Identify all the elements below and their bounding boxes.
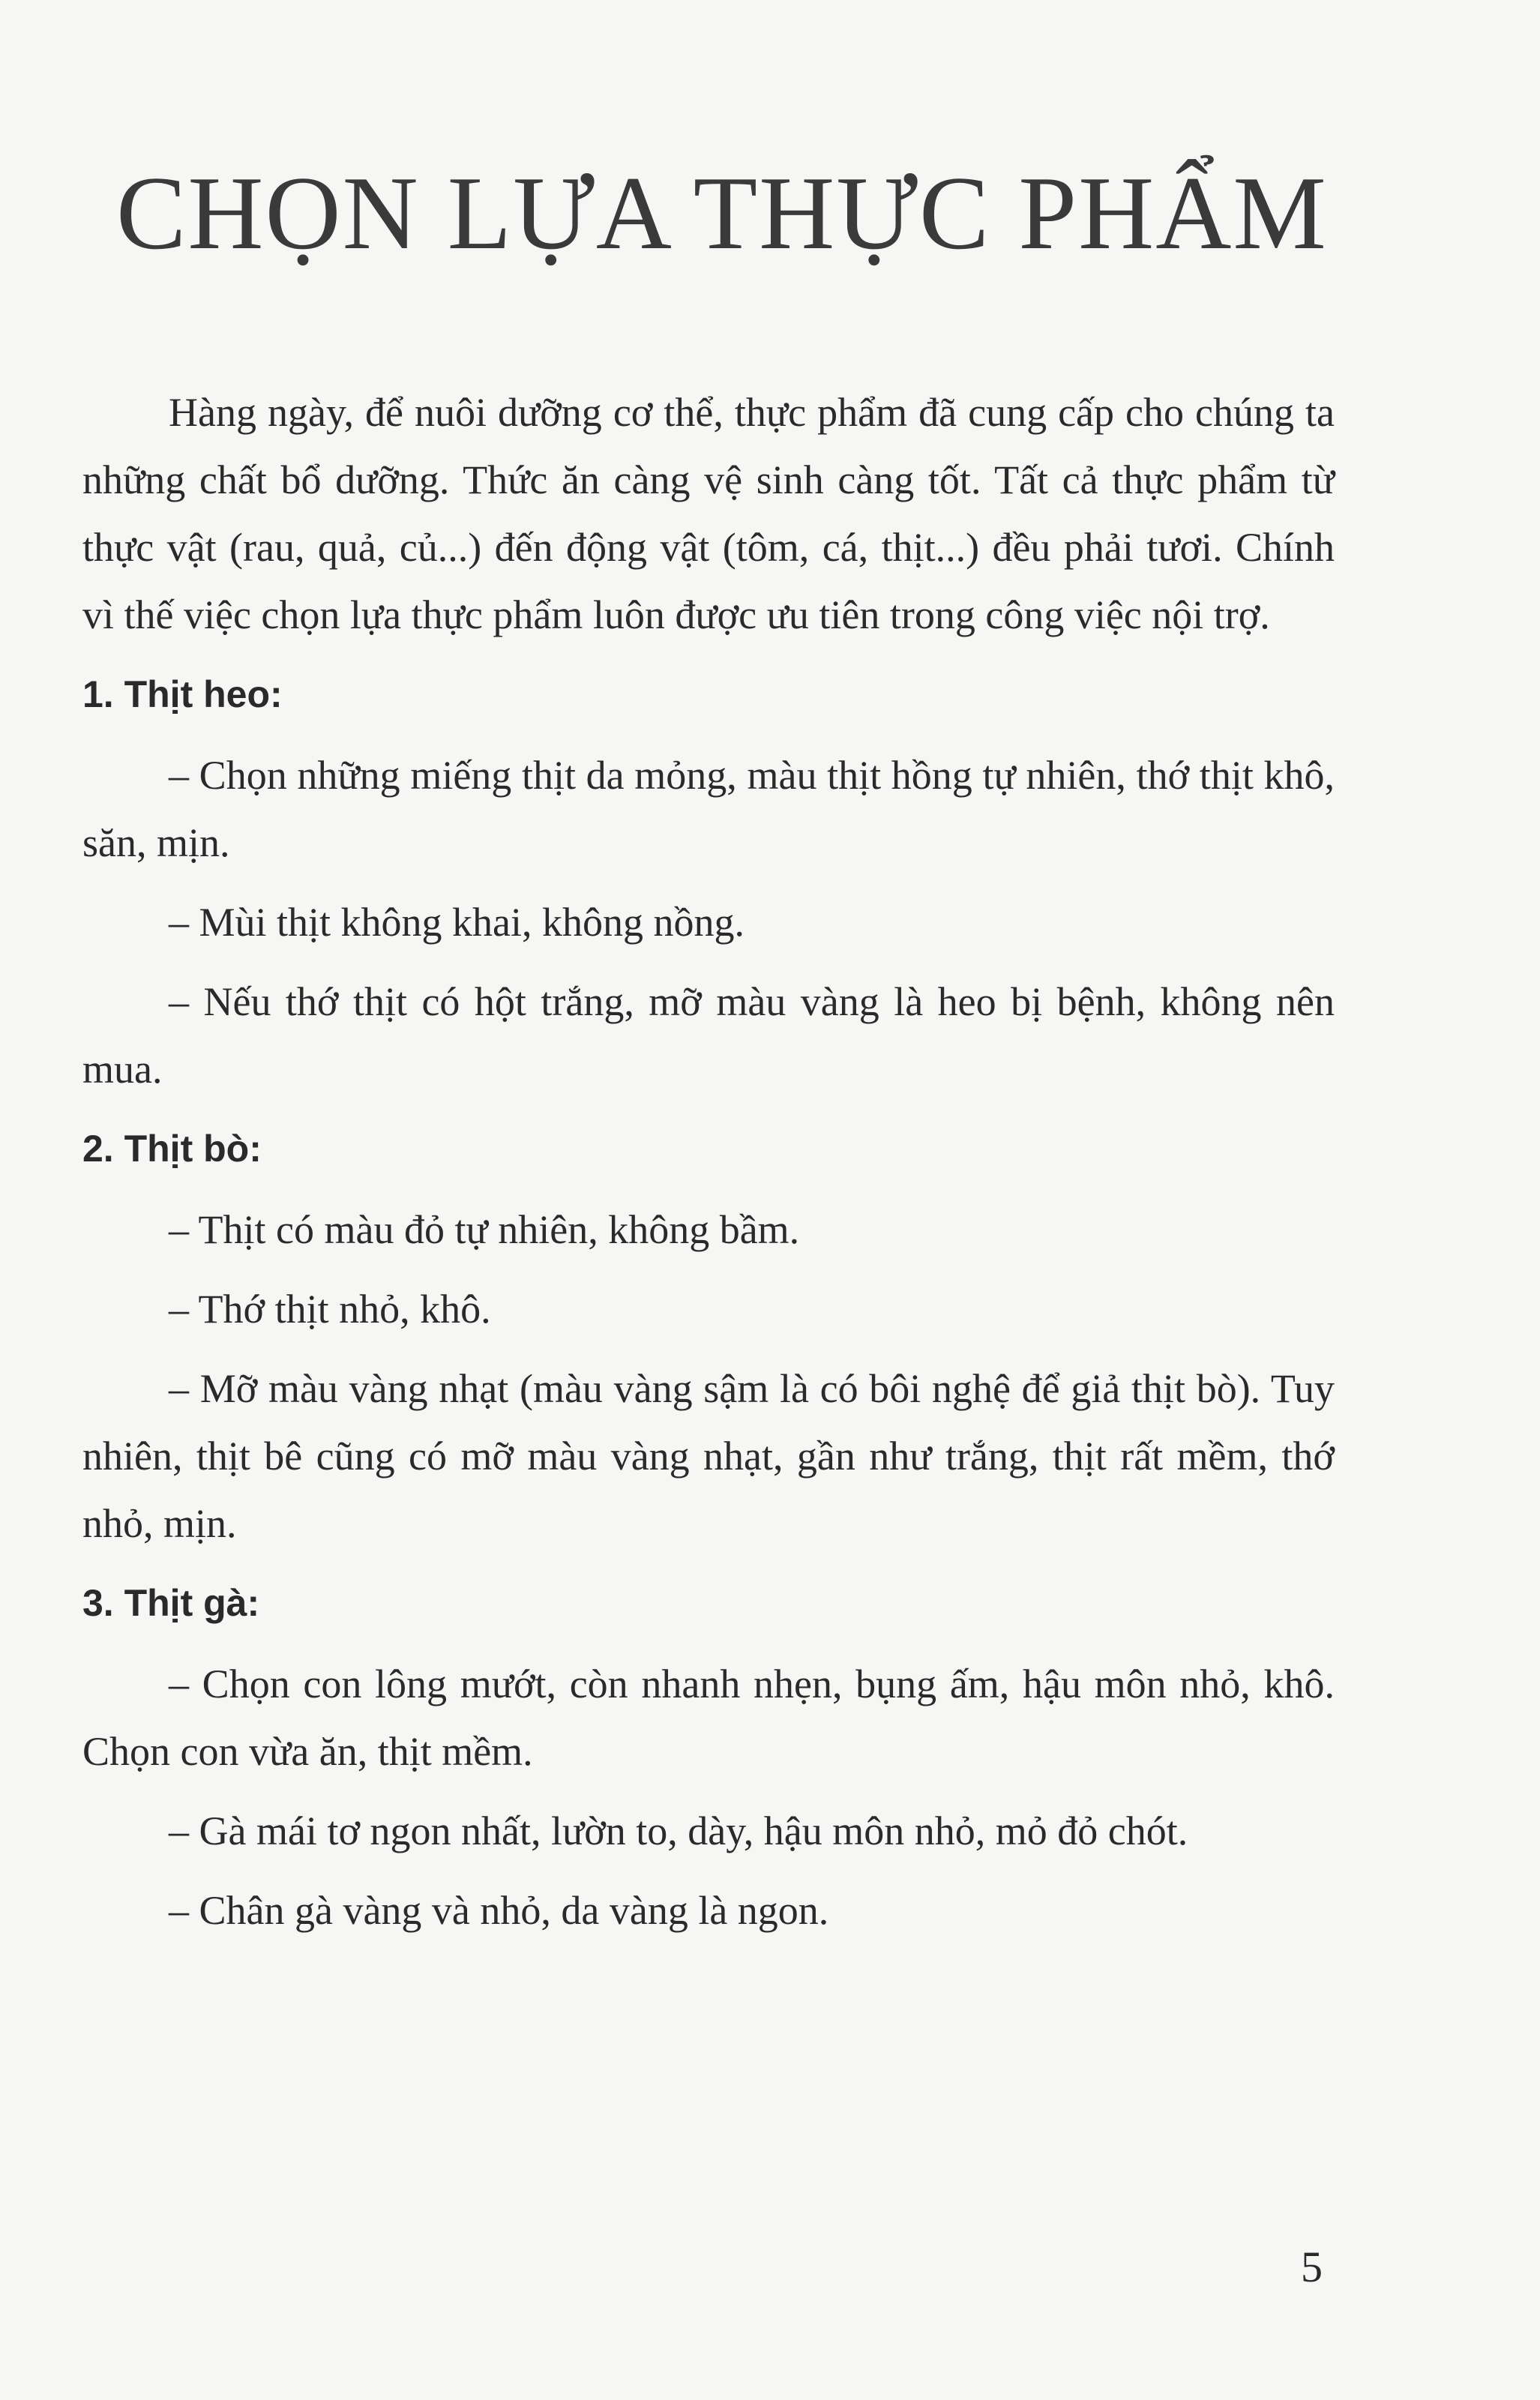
section-pork — [82, 661, 1335, 1103]
intro-paragraph: Hàng ngày, để nuôi dưỡng cơ thể, thực phẩm đã cung cấp cho chúng ta những chất bổ dưỡng. Thức ăn càng vệ sinh càng tốt. Tất cả thực phẩm từ thực vật (rau, quả, củ...) đến động vật (tôm, cá, thịt...) đều phải tươi. Chính vì thế việc chọn lựa thực phẩm luôn được ưu tiên trong công việc nội trợ. — [82, 390, 1335, 637]
section-heading: 3. Thịt gà: — [82, 1582, 260, 1624]
book-page — [82, 0, 1335, 2400]
section-heading: 1. Thịt heo: — [82, 673, 283, 715]
page-number: 5 — [1301, 2243, 1323, 2291]
page-body — [82, 379, 1335, 1944]
section-heading: 2. Thịt bò: — [82, 1128, 262, 1170]
list-item: – Mỡ màu vàng nhạt (màu vàng sậm là có bôi nghệ để giả thịt bò). Tuy nhiên, thịt bê cũng có mỡ màu vàng nhạt, gần như trắng, thịt rất mềm, thớ nhỏ, mịn. — [82, 1366, 1335, 1546]
list-item: – Mùi thịt không khai, không nồng. — [169, 900, 745, 945]
list-item: – Thớ thịt nhỏ, khô. — [169, 1287, 491, 1332]
list-item: – Nếu thớ thịt có hột trắng, mỡ màu vàng là heo bị bệnh, không nên mua. — [82, 979, 1335, 1092]
section-beef — [82, 1115, 1335, 1557]
section-chicken — [82, 1569, 1335, 1944]
list-item: – Chọn con lông mướt, còn nhanh nhẹn, bụng ấm, hậu môn nhỏ, khô. Chọn con vừa ăn, thịt mềm. — [82, 1661, 1335, 1774]
list-item: – Thịt có màu đỏ tự nhiên, không bầm. — [169, 1207, 800, 1252]
page-title: CHỌN LỰA THỰC PHẨM — [116, 155, 1328, 271]
list-item: – Chân gà vàng và nhỏ, da vàng là ngon. — [169, 1888, 829, 1933]
list-item: – Chọn những miếng thịt da mỏng, màu thịt hồng tự nhiên, thớ thịt khô, săn, mịn. — [82, 753, 1335, 865]
list-item: – Gà mái tơ ngon nhất, lườn to, dày, hậu môn nhỏ, mỏ đỏ chót. — [169, 1808, 1188, 1853]
